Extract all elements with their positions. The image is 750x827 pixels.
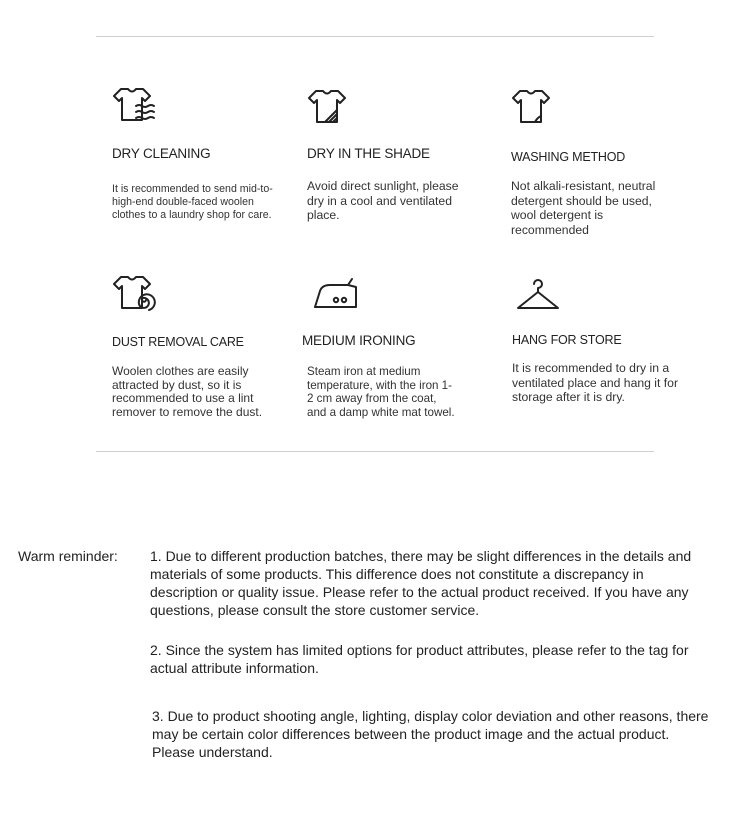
care-item-medium-ironing [302, 275, 477, 419]
care-title: DRY CLEANING [112, 146, 211, 161]
bottom-divider [96, 451, 654, 452]
reminder-item-2: 2. Since the system has limited options for product attributes, please refer to the tag for actual attribute information. [150, 642, 689, 676]
care-item-hang-for-store [512, 274, 687, 404]
tshirt-shade-icon [307, 88, 357, 128]
care-item-dust-removal [112, 274, 287, 419]
care-title: HANG FOR STORE [512, 333, 622, 347]
care-item-dry-in-shade [307, 88, 482, 222]
iron-icon [312, 275, 362, 315]
care-title: DRY IN THE SHADE [307, 146, 430, 161]
care-item-washing-method [511, 88, 686, 237]
care-description: Woolen clothes are easily attracted by dust, so it is recommended to use a lint remover to remove the dust. [112, 364, 263, 419]
tshirt-swirl-icon [112, 274, 162, 314]
care-description: Steam iron at medium temperature, with the iron 1-2 cm away from the coat, and a damp white mat towel. [307, 365, 455, 419]
care-description: Not alkali-resistant, neutral detergent should be used, wool detergent is recommended [511, 179, 656, 237]
care-description: Avoid direct sunlight, please dry in a cool and ventilated place. [307, 179, 459, 222]
reminder-item-1: 1. Due to different production batches, there may be slight differences in the details and materials of some products. This difference does not constitute a discrepancy in description or quality issue. Please refer to the actual product received. If you have any questions, please consult the store customer service. [150, 548, 692, 618]
tshirt-waves-icon [112, 86, 162, 126]
tshirt-fold-icon [511, 88, 561, 128]
care-title: DUST REMOVAL CARE [112, 335, 244, 349]
care-title: MEDIUM IRONING [302, 333, 416, 348]
top-divider [96, 36, 654, 37]
care-description: It is recommended to dry in a ventilated place and hang it for storage after it is dry. [512, 361, 679, 404]
reminder-item-3: 3. Due to product shooting angle, lighting, display color deviation and other reasons, there may be certain color differences between the product image and the actual product. Please understand. [152, 708, 709, 760]
hanger-icon [512, 274, 562, 314]
reminder-label: Warm reminder: [18, 548, 118, 564]
care-description: It is recommended to send mid-to-high-end double-faced woolen clothes to a laundry shop for care. [112, 183, 273, 221]
care-item-dry-cleaning [112, 86, 287, 221]
care-title: WASHING METHOD [511, 150, 626, 164]
